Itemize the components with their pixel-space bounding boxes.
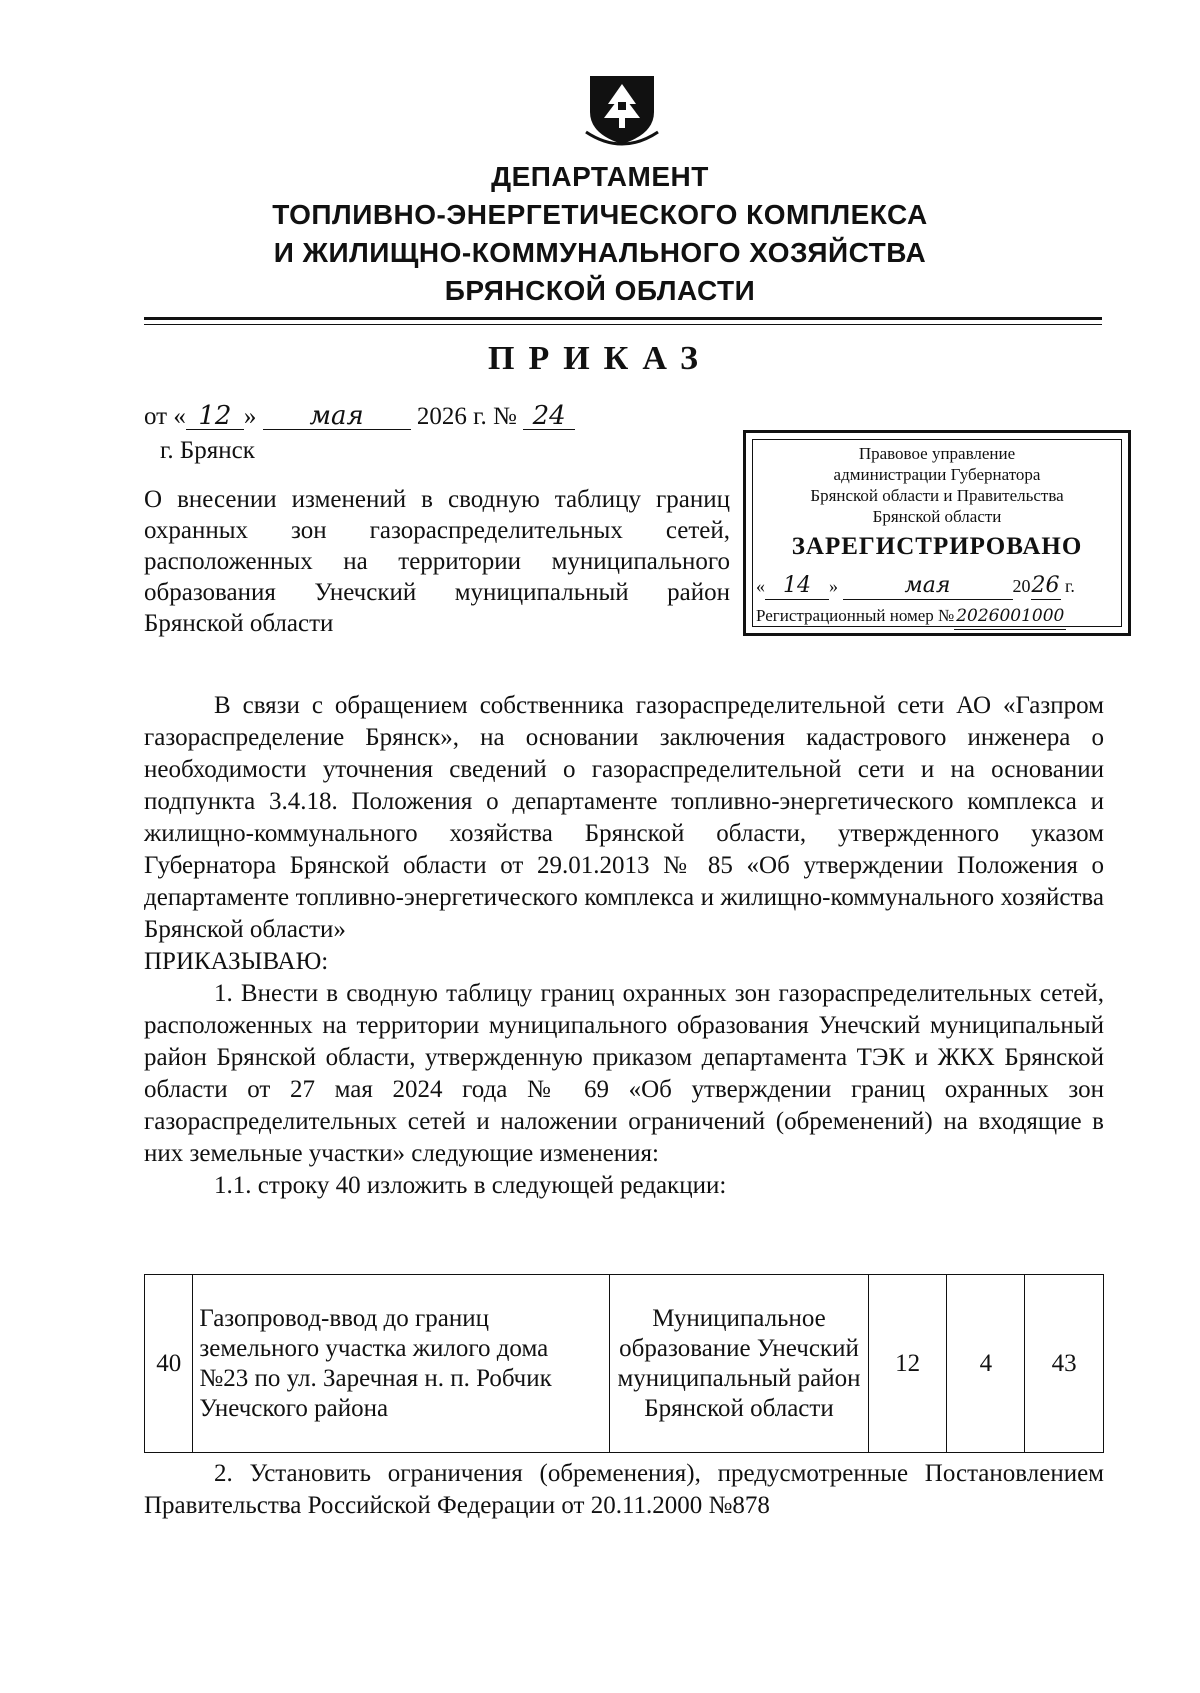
order-subject: О внесении изменений в сводную таблицу границ охранных зон газораспределительных сетей, расположенных на территории муниципального образования Унечский муниципальный район Брянской области (144, 486, 730, 637)
table-row-40 (144, 1274, 1104, 1453)
value-cell-3: 43 (1025, 1275, 1104, 1453)
item-2-paragraph: 2. Установить ограничения (обременения), предусмотренные Постановлением Правительства Российской Федерации от 20.11.2000 №878 (144, 1460, 1104, 1519)
dept-line-4: БРЯНСКОЙ ОБЛАСТИ (444, 275, 756, 306)
document-title: ПРИКАЗ (488, 340, 712, 377)
stamp-date-mid: » (829, 576, 838, 596)
order-word: ПРИКАЗЫВАЮ: (144, 948, 329, 975)
order-day: 12 (186, 403, 244, 430)
order-year: 2026 г. (416, 403, 487, 430)
item-1-paragraph: 1. Внести в сводную таблицу границ охранных зон газораспределительных сетей, расположенных на территории муниципального образования Унечский муниципальный район Брянской области, утвержденную приказом департамента ТЭК и ЖКХ Брянской области от 27 мая 2024 года № 69 «Об утверждении границ охранных зон газораспределительных сетей и наложении ограничений (обременений) на входящие в них земельные участки» следующие изменения: (144, 980, 1104, 1167)
from-label: от « (144, 403, 186, 430)
value-cell-1: 12 (868, 1275, 947, 1453)
city: г. Брянск (160, 437, 255, 464)
quote-close: » (243, 403, 257, 430)
stamp-month: мая (843, 573, 1013, 600)
stamp-line-1: Правовое управление (858, 444, 1016, 463)
stamp-year-prefix: 20 (1012, 576, 1031, 596)
value-cell-2: 4 (947, 1275, 1025, 1453)
stamp-line-4: Брянской области (872, 507, 1002, 526)
stamp-year-unit: г. (1065, 576, 1075, 596)
stamp-reg-label: Регистрационный номер № (756, 606, 955, 625)
order-body-continued (144, 1458, 1104, 1522)
stamp-date (756, 573, 1116, 600)
table-row (145, 1275, 1104, 1453)
department-name (0, 158, 1200, 310)
registration-stamp (743, 430, 1131, 636)
number-label: № (493, 403, 517, 430)
stamp-line-3: Брянской области и Правительства (810, 486, 1064, 505)
order-number: 24 (523, 403, 575, 430)
order-month: мая (263, 403, 411, 430)
municipality-cell: Муниципальное образование Унечский муниципальный район Брянской области (610, 1275, 869, 1453)
header-rule-thin (144, 324, 1102, 325)
stamp-year-suffix: 26 (1031, 573, 1060, 598)
order-body (144, 690, 1104, 1202)
item-1-1-paragraph: 1.1. строку 40 изложить в следующей редакции: (214, 1172, 727, 1199)
coat-of-arms-icon (584, 72, 660, 148)
order-date-line (144, 403, 575, 431)
preamble-paragraph: В связи с обращением собственника газораспределительной сети АО «Газпром газораспределение Брянск», на основании заключения кадастрового инженера о необходимости уточнения сведений о газораспределительной сети и на основании подпункта 3.4.18. Положения о департаменте топливно-энергетического комплекса и жилищно-коммунального хозяйства Брянской области, утвержденного указом Губернатора Брянской области от 29.01.2013 № 85 «Об утверждении Положения о департаменте топливно-энергетического комплекса и жилищно-коммунального хозяйства Брянской области» (144, 692, 1104, 943)
dept-line-1: ДЕПАРТАМЕНТ (491, 161, 709, 192)
object-cell: Газопровод-ввод до границ земельного участка жилого дома №23 по ул. Заречная н. п. Робчик Унечского района (193, 1275, 610, 1453)
stamp-day: 14 (765, 573, 829, 600)
stamp-date-open: « (756, 576, 765, 596)
stamp-registered: ЗАРЕГИСТРИРОВАНО (791, 533, 1083, 560)
stamp-line-2: администрации Губернатора (833, 465, 1041, 484)
stamp-reg-number: 2026001000 (954, 603, 1066, 630)
stamp-registration-number (756, 603, 1116, 630)
dept-line-3: И ЖИЛИЩНО-КОММУНАЛЬНОГО ХОЗЯЙСТВА (273, 237, 927, 268)
row-number-cell: 40 (145, 1275, 193, 1453)
dept-line-2: ТОПЛИВНО-ЭНЕРГЕТИЧЕСКОГО КОМПЛЕКСА (272, 199, 928, 230)
header-rule-thick (144, 317, 1102, 320)
